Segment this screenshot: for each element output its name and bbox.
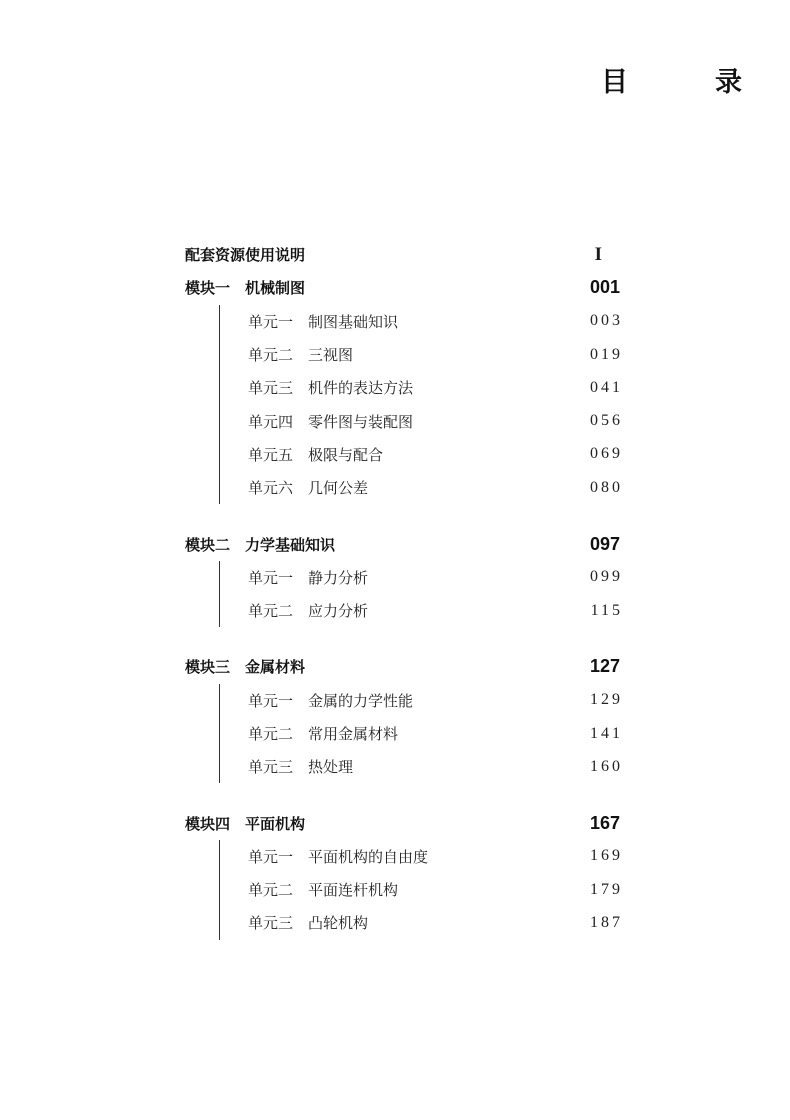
- module-2-page-number: 097: [589, 533, 620, 554]
- unit-label: 单元六 几何公差: [248, 479, 369, 498]
- unit-label: 单元三 机件的表达方法: [248, 379, 414, 398]
- unit-page-number: 179: [590, 880, 623, 898]
- unit-row[interactable]: [248, 840, 623, 873]
- unit-page-number: 069: [590, 445, 623, 463]
- module-1-units: [219, 305, 623, 505]
- unit-page-number: 041: [590, 378, 623, 396]
- unit-page-number: 169: [590, 847, 623, 865]
- module-4: [185, 806, 623, 939]
- module-heading-row[interactable]: [185, 806, 620, 839]
- module-3-label: 模块三 金属材料: [185, 658, 306, 677]
- unit-page-number: 099: [590, 568, 623, 586]
- unit-row[interactable]: [248, 750, 623, 783]
- unit-page-number: 080: [590, 478, 623, 496]
- unit-page-number: 160: [590, 757, 623, 775]
- unit-label: 单元一 静力分析: [248, 568, 369, 587]
- module-3-units: [219, 684, 623, 784]
- table-of-contents: [185, 238, 623, 963]
- unit-label: 单元五 极限与配合: [248, 445, 384, 464]
- unit-label: 单元一 金属的力学性能: [248, 691, 414, 710]
- module-4-label: 模块四 平面机构: [185, 814, 306, 833]
- module-heading-row[interactable]: [185, 527, 620, 560]
- unit-label: 单元一 制图基础知识: [248, 312, 399, 331]
- unit-row[interactable]: [248, 561, 623, 594]
- unit-page-number: 115: [590, 601, 623, 619]
- module-2-units: [219, 561, 623, 628]
- unit-label: 单元二 三视图: [248, 346, 354, 365]
- module-heading-row[interactable]: [185, 650, 620, 683]
- unit-label: 单元三 凸轮机构: [248, 914, 369, 933]
- unit-label: 单元二 平面连杆机构: [248, 881, 399, 900]
- unit-row[interactable]: [248, 471, 623, 504]
- unit-page-number: 141: [590, 724, 623, 742]
- unit-row[interactable]: [248, 684, 623, 717]
- module-4-units: [219, 840, 623, 940]
- unit-label: 单元一 平面机构的自由度: [248, 847, 429, 866]
- unit-page-number: 129: [590, 691, 623, 709]
- unit-page-number: 056: [590, 412, 623, 430]
- unit-row[interactable]: [248, 906, 623, 939]
- toc-preface-row[interactable]: [185, 238, 620, 271]
- unit-row[interactable]: [248, 404, 623, 437]
- module-1: [185, 271, 623, 504]
- preface-label: 配套资源使用说明: [185, 246, 306, 265]
- unit-label: 单元四 零件图与装配图: [248, 412, 414, 431]
- module-1-page-number: 001: [589, 277, 620, 298]
- preface-page-number: I: [594, 243, 602, 265]
- module-2-label: 模块二 力学基础知识: [185, 535, 336, 554]
- module-2: [185, 527, 623, 627]
- module-heading-row[interactable]: [185, 271, 620, 304]
- unit-label: 单元二 应力分析: [248, 602, 369, 621]
- unit-label: 单元二 常用金属材料: [248, 725, 399, 743]
- module-3: [185, 650, 623, 783]
- page-title: 目 录: [601, 67, 772, 98]
- unit-row[interactable]: [248, 438, 623, 471]
- unit-page-number: 019: [590, 345, 623, 363]
- module-4-page-number: 167: [589, 812, 620, 833]
- unit-row[interactable]: [248, 717, 623, 750]
- unit-row[interactable]: [248, 594, 623, 627]
- unit-row[interactable]: [248, 305, 623, 338]
- module-3-page-number: 127: [589, 656, 620, 677]
- unit-row[interactable]: [248, 873, 623, 906]
- unit-label: 单元三 热处理: [248, 758, 354, 777]
- unit-row[interactable]: [248, 338, 623, 371]
- unit-row[interactable]: [248, 371, 623, 404]
- unit-page-number: 003: [590, 312, 623, 330]
- module-1-label: 模块一 机械制图: [185, 279, 306, 298]
- unit-page-number: 187: [590, 913, 623, 931]
